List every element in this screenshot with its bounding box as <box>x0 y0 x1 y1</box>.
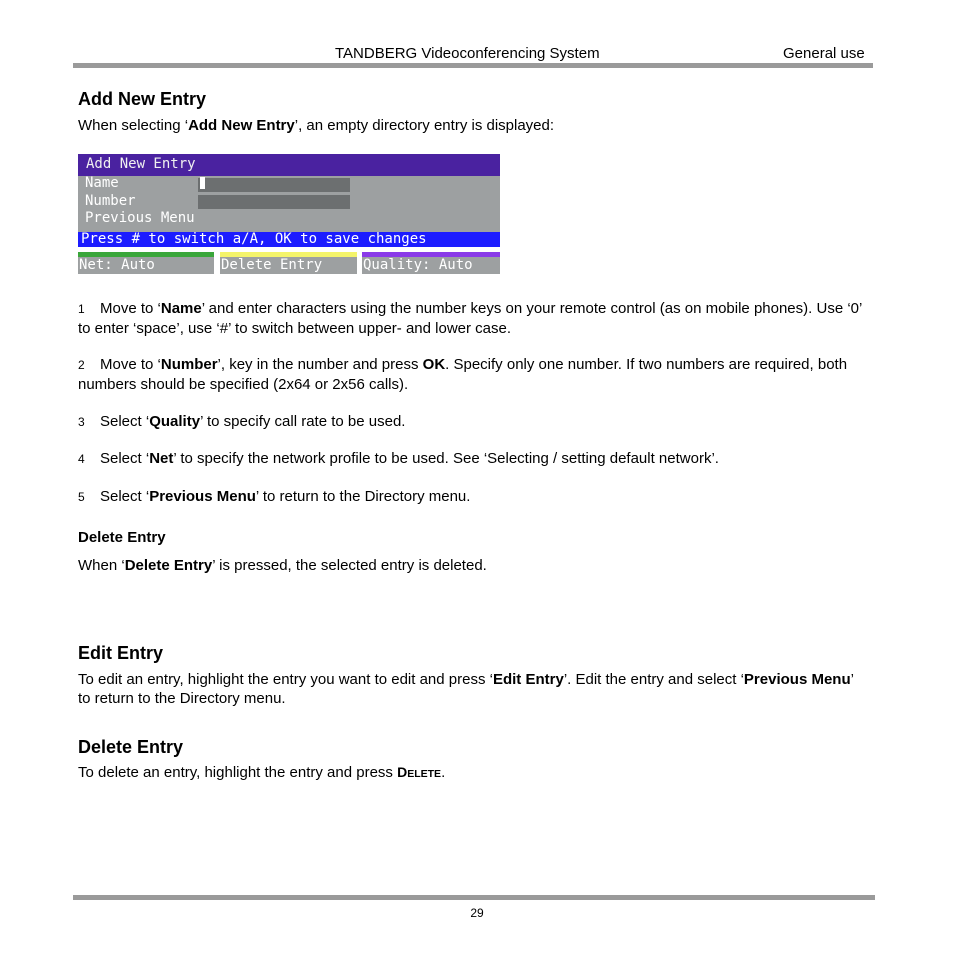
step-5: 5 Select ‘Previous Menu’ to return to the Directory menu. <box>78 488 471 505</box>
net-softkey-label: Net: Auto <box>79 257 155 273</box>
step-4: 4 Select ‘Net’ to specify the network profile to be used. See ‘Selecting / setting default network’. <box>78 450 719 467</box>
document-title: TANDBERG Videoconferencing System <box>335 45 600 62</box>
footer-rule <box>73 895 875 900</box>
edit-entry-text: To edit an entry, highlight the entry you want to edit and press ‘Edit Entry’. Edit the entry and select ‘Previous Menu’ to return to the Directory menu. <box>78 671 854 707</box>
screen-title: Add New Entry <box>86 156 196 172</box>
delete-entry-sub-text: When ‘Delete Entry’ is pressed, the selected entry is deleted. <box>78 557 487 574</box>
step-3: 3 Select ‘Quality’ to specify call rate to be used. <box>78 413 406 430</box>
menu-item-name[interactable]: Name <box>85 175 119 191</box>
step-number: 1 <box>78 302 85 316</box>
menu-item-number[interactable]: Number <box>85 193 136 209</box>
step-2: 2 Move to ‘Number’, key in the number and press OK. Specify only one number. If two numbers are required, both numbers should be specified (2x64 or 2x56 calls). <box>78 356 848 393</box>
delete-entry-subheading: Delete Entry <box>78 529 166 546</box>
add-new-entry-heading: Add New Entry <box>78 89 207 109</box>
screen-help-text: Press # to switch a/A, OK to save changes <box>81 231 427 247</box>
add-new-entry-intro: When selecting ‘Add New Entry’, an empty directory entry is displayed: <box>78 117 555 134</box>
step-number: 3 <box>78 415 85 429</box>
number-field[interactable] <box>198 195 350 209</box>
text-cursor <box>200 177 205 189</box>
screen-title-bar <box>78 154 500 176</box>
net-softkey[interactable] <box>78 252 214 274</box>
screen-menu <box>78 176 500 232</box>
edit-entry-heading: Edit Entry <box>78 643 164 663</box>
quality-softkey-label: Quality: Auto <box>363 257 473 273</box>
menu-item-previous-menu[interactable]: Previous Menu <box>85 210 195 226</box>
delete-entry-text: To delete an entry, highlight the entry and press DELETE. <box>78 764 446 781</box>
delete-entry-heading: Delete Entry <box>78 737 184 757</box>
step-number: 5 <box>78 490 85 504</box>
step-number: 4 <box>78 452 85 466</box>
step-1: 1 Move to ‘Name’ and enter characters using the number keys on your remote control (as on mobile phones). Use ‘0’ to enter ‘space’, use ‘#’ to switch between upper- and lower case. <box>78 300 862 337</box>
page-number: 29 <box>470 906 484 920</box>
header-rule <box>73 63 873 68</box>
section-name: General use <box>783 45 865 62</box>
quality-softkey[interactable] <box>362 252 500 274</box>
add-new-entry-screen <box>78 154 500 274</box>
step-number: 2 <box>78 358 85 372</box>
delete-entry-softkey-label: Delete Entry <box>221 257 323 273</box>
name-field[interactable] <box>198 178 350 192</box>
delete-entry-softkey[interactable] <box>220 252 357 274</box>
screen-help-bar <box>78 232 500 247</box>
